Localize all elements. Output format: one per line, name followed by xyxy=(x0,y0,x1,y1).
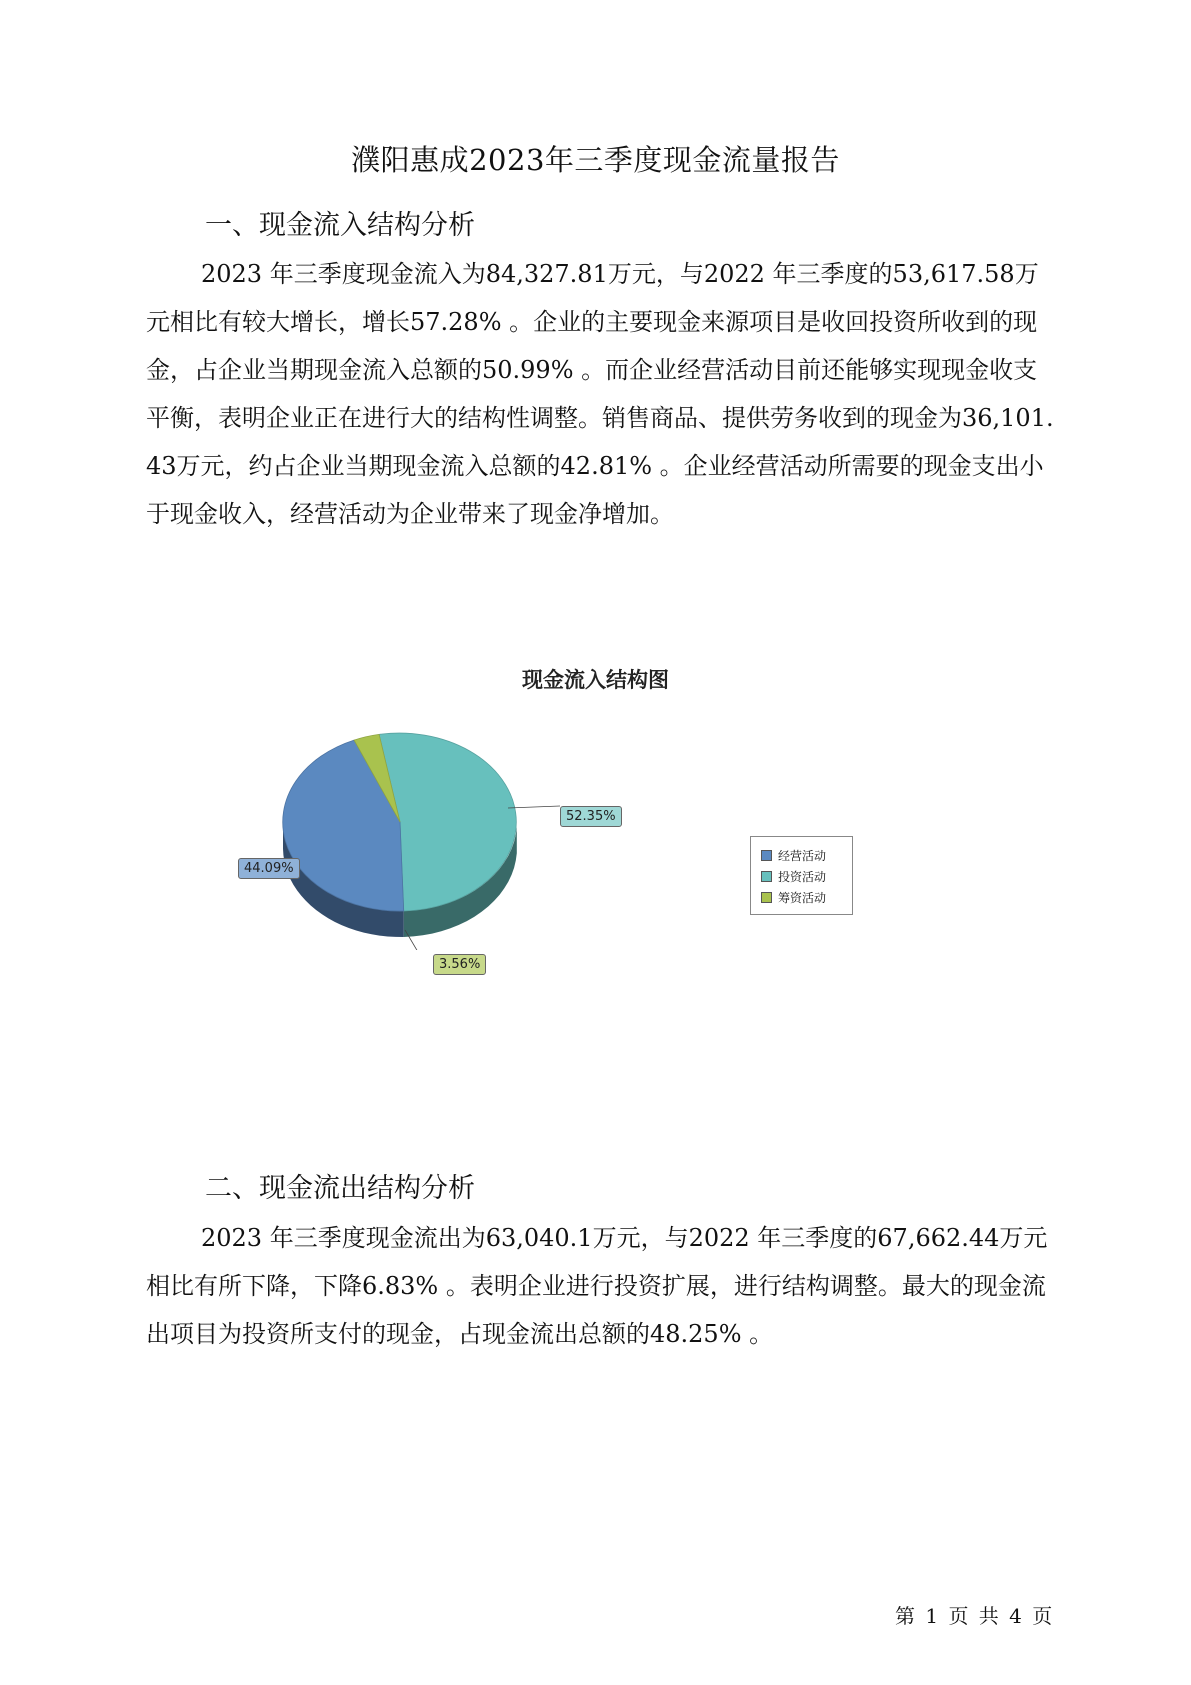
paragraph-inflow: 2023 年三季度现金流入为84,327.81万元，与2022 年三季度的53,617.58万元相比有较大增长，增长57.28% 。企业的主要现金来源项目是收回投资所收到的现金，占企业当期现金流入总额的50.99% 。而企业经营活动目前还能够实现现金收支平衡，表明企业正在进行大的结构性调整。销售商品、提供劳务收到的现金为36,101.43万元，约占企业当期现金流入总额的42.81% 。企业经营活动所需要的现金支出小于现金收入，经营活动为企业带来了现金净增加。 xyxy=(146,260,1054,528)
data-label-financing: 3.56% xyxy=(433,954,486,975)
data-label-operating: 44.09% xyxy=(238,858,300,879)
page-footer: 第 1 页 共 4 页 xyxy=(895,1604,1053,1628)
pie-chart xyxy=(230,720,570,950)
legend-swatch-operating xyxy=(761,850,772,861)
legend-label-financing: 筹资活动 xyxy=(778,891,827,905)
legend-item-financing xyxy=(761,887,846,908)
legend-label-investing: 投资活动 xyxy=(778,870,827,884)
chart-legend xyxy=(750,836,853,915)
legend-item-operating xyxy=(761,845,846,866)
data-label-investing: 52.35% xyxy=(560,806,622,827)
leader-line xyxy=(508,806,560,808)
legend-swatch-financing xyxy=(761,892,772,903)
chart-title: 现金流入结构图 xyxy=(522,668,669,692)
document-title: 濮阳惠成2023年三季度现金流量报告 xyxy=(351,143,840,177)
section-heading-outflow: 二、现金流出结构分析 xyxy=(205,1173,475,1204)
legend-label-operating: 经营活动 xyxy=(778,849,827,863)
legend-item-investing xyxy=(761,866,846,887)
legend-swatch-investing xyxy=(761,871,772,882)
section-heading-inflow: 一、现金流入结构分析 xyxy=(205,210,475,241)
paragraph-outflow: 2023 年三季度现金流出为63,040.1万元，与2022 年三季度的67,662.44万元相比有所下降，下降6.83% 。表明企业进行投资扩展，进行结构调整。最大的现金流出项目为投资所支付的现金，占现金流出总额的48.25% 。 xyxy=(146,1224,1048,1348)
